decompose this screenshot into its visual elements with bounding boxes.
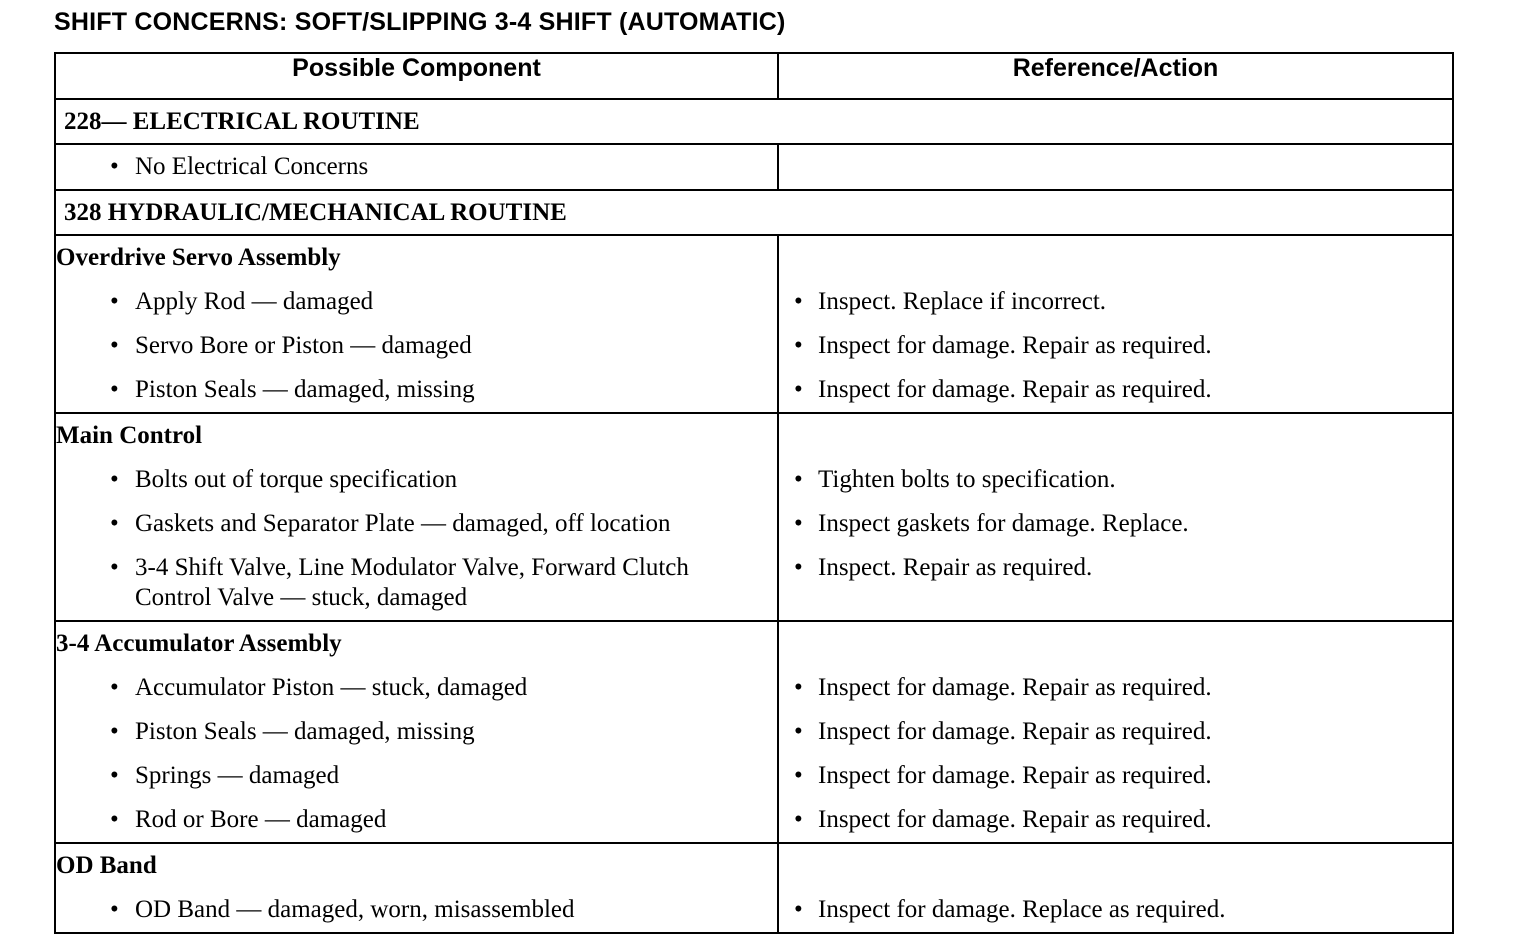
section-label-electrical: 228— ELECTRICAL ROUTINE [55,99,1453,144]
action-item: • Inspect for damage. Repair as required. [779,324,1452,368]
group-header-row [55,413,1453,458]
action-item: • Inspect. Replace if incorrect. [779,280,1452,324]
table-row [55,280,1453,324]
diagnosis-table [54,52,1454,934]
component-item: • OD Band — damaged, worn, misassembled [56,888,777,932]
component-item: • Piston Seals — damaged, missing [56,710,777,754]
group-header-row [55,621,1453,666]
component-item: • Springs — damaged [56,754,777,798]
action-item: • Inspect gaskets for damage. Replace. [779,502,1452,546]
table-row [55,144,1453,190]
table-row [55,666,1453,710]
component-item: • Rod or Bore — damaged [56,798,777,842]
group-header-row [55,843,1453,888]
table-row [55,754,1453,798]
table-row [55,502,1453,546]
component-item: • Apply Rod — damaged [56,280,777,324]
component-item: • Gaskets and Separator Plate — damaged, off location [56,502,777,546]
action-item: • Inspect for damage. Repair as required. [779,754,1452,798]
table-row [55,324,1453,368]
document-title: SHIFT CONCERNS: SOFT/SLIPPING 3-4 SHIFT (AUTOMATIC) [54,8,786,36]
action-cell-empty [778,144,1453,190]
component-item: • Piston Seals — damaged, missing [56,368,777,412]
table-row [55,546,1453,621]
action-item: • Tighten bolts to specification. [779,458,1452,502]
action-item: • Inspect for damage. Replace as required. [779,888,1452,932]
table-row [55,368,1453,413]
group-name: OD Band [55,843,778,888]
section-row-hydraulic [55,190,1453,235]
table-row [55,458,1453,502]
action-item: • Inspect for damage. Repair as required. [779,798,1452,842]
table-header-row [55,53,1453,99]
group-header-row [55,235,1453,280]
action-item: • Inspect for damage. Repair as required. [779,368,1452,412]
table-row [55,710,1453,754]
component-item: • Bolts out of torque specification [56,458,777,502]
section-label-hydraulic: 328 HYDRAULIC/MECHANICAL ROUTINE [55,190,1453,235]
group-name: Overdrive Servo Assembly [55,235,778,280]
component-item: • Servo Bore or Piston — damaged [56,324,777,368]
action-item: • Inspect. Repair as required. [779,546,1452,590]
table-row [55,888,1453,933]
table-row [55,798,1453,843]
header-possible-component: Possible Component [55,53,778,99]
component-item: • No Electrical Concerns [56,145,777,189]
action-item: • Inspect for damage. Repair as required. [779,666,1452,710]
section-row-electrical [55,99,1453,144]
header-reference-action: Reference/Action [778,53,1453,99]
group-name: 3-4 Accumulator Assembly [55,621,778,666]
component-item: • Accumulator Piston — stuck, damaged [56,666,777,710]
action-item: • Inspect for damage. Repair as required. [779,710,1452,754]
component-item: • 3-4 Shift Valve, Line Modulator Valve, Forward Clutch Control Valve — stuck, damaged [56,546,777,620]
group-name: Main Control [55,413,778,458]
